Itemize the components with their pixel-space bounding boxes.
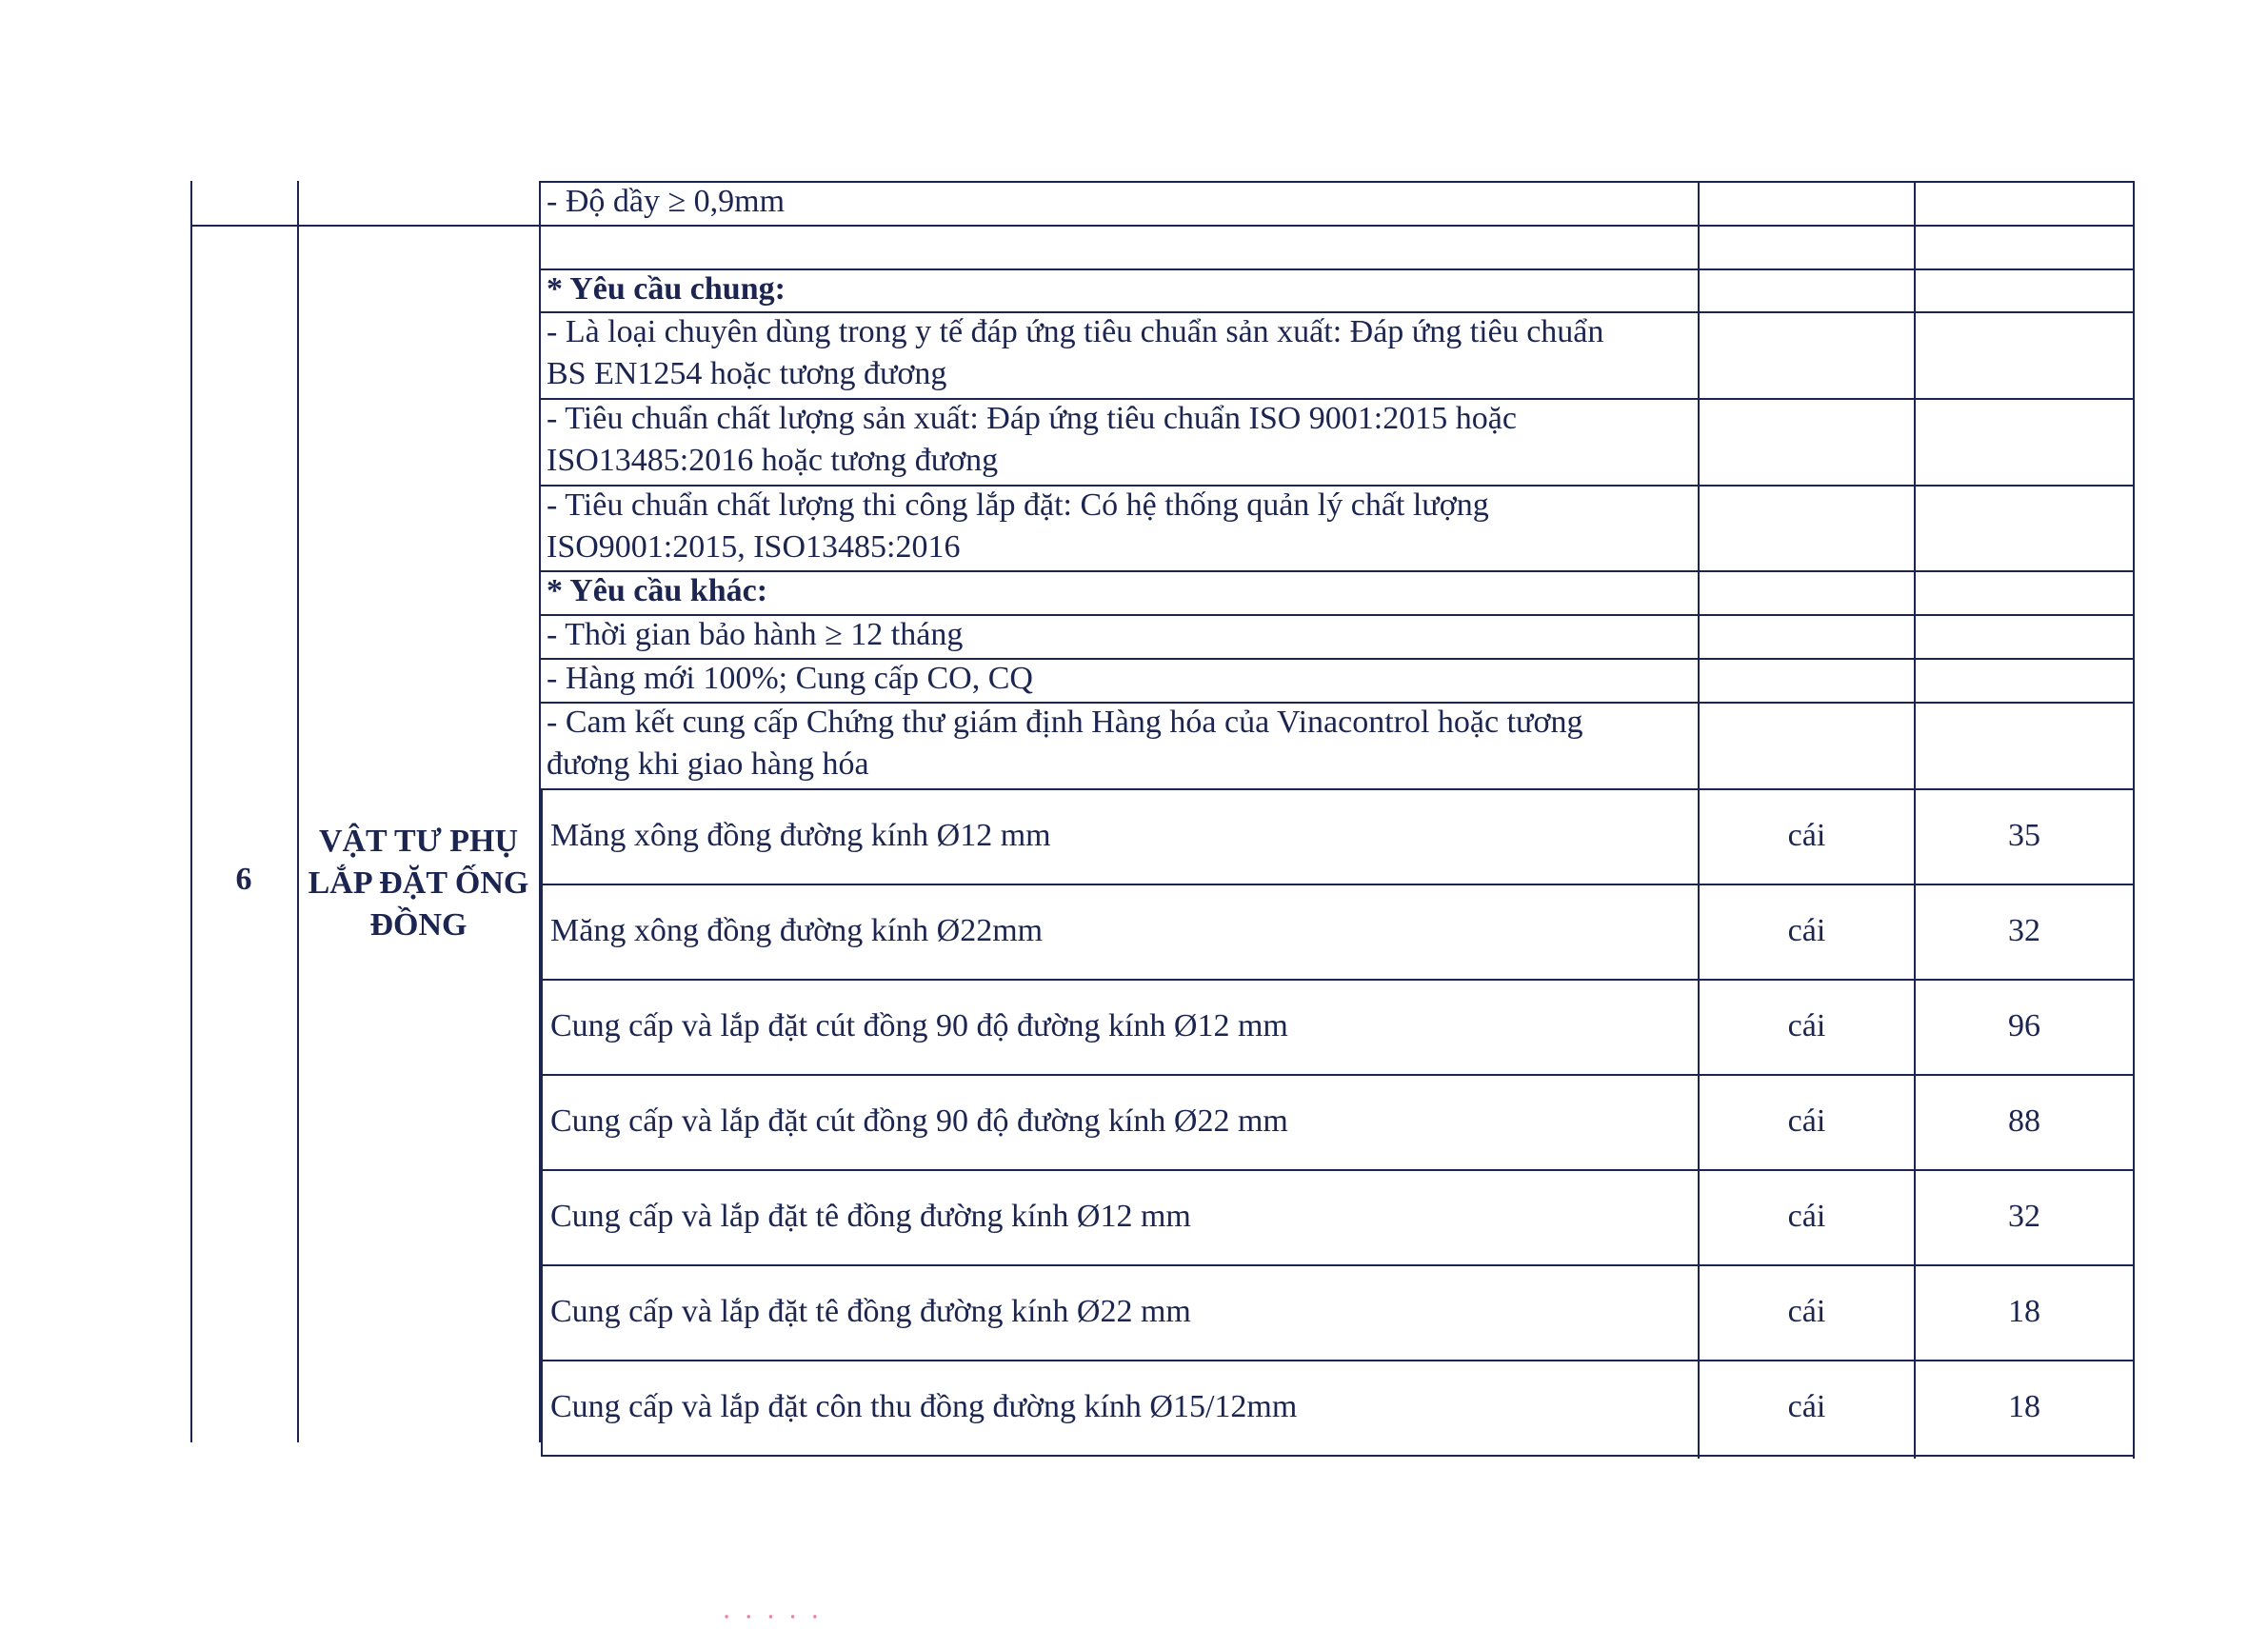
spec-empty-cell xyxy=(1914,398,2135,487)
spec-empty-cell xyxy=(1914,570,2135,616)
item-quantity: 18 xyxy=(2008,1389,2040,1424)
item-description: Cung cấp và lắp đặt côn thu đồng đường kính Ø15/12mm xyxy=(550,1389,1298,1424)
spec-text: - Là loại chuyên dùng trong y tế đáp ứng tiêu chuẩn sản xuất: Đáp ứng tiêu chuẩn xyxy=(547,314,1604,349)
spec-empty-cell xyxy=(1914,658,2135,704)
spec-empty-cell xyxy=(1914,181,2135,227)
spec-empty-cell xyxy=(1914,311,2135,400)
spec-empty-cell xyxy=(1698,181,1916,227)
spec-text: - Độ dầy ≥ 0,9mm xyxy=(547,184,786,219)
spec-empty-cell xyxy=(1698,311,1916,400)
item-unit: cái xyxy=(1787,1103,1826,1139)
spec-text: * Yêu cầu khác: xyxy=(547,573,768,608)
col-stt-left-rule xyxy=(190,181,192,1442)
item-description: Cung cấp và lắp đặt tê đồng đường kính Ø12 mm xyxy=(550,1199,1191,1234)
spec-text: - Thời gian bảo hành ≥ 12 tháng xyxy=(547,617,964,652)
spec-empty-cell xyxy=(1698,225,1916,270)
item-description: Cung cấp và lắp đặt cút đồng 90 độ đường kính Ø22 mm xyxy=(550,1103,1288,1139)
spec-empty-cell xyxy=(1914,268,2135,313)
item-description: Cung cấp và lắp đặt cút đồng 90 độ đường kính Ø12 mm xyxy=(550,1008,1288,1043)
spec-text: - Hàng mới 100%; Cung cấp CO, CQ xyxy=(547,661,1033,696)
item-quantity: 35 xyxy=(2008,818,2040,853)
item-unit: cái xyxy=(1787,1294,1826,1329)
group-name: VẬT TƯ PHỤ LẮP ĐẶT ỐNG ĐỒNG xyxy=(308,824,529,943)
spec-empty-cell xyxy=(1698,485,1916,572)
item-quantity: 88 xyxy=(2008,1103,2040,1139)
spec-text-line2: ISO13485:2016 hoặc tương đương xyxy=(547,443,999,478)
spec-empty-cell xyxy=(1914,702,2135,790)
spec-text-line2: ISO9001:2015, ISO13485:2016 xyxy=(547,529,961,565)
item-unit: cái xyxy=(1787,1389,1826,1424)
spec-empty-cell xyxy=(1914,485,2135,572)
spec-empty-cell xyxy=(1698,268,1916,313)
spec-text-line2: đương khi giao hàng hóa xyxy=(547,746,869,782)
item-quantity: 32 xyxy=(2008,1199,2040,1234)
spec-text: - Tiêu chuẩn chất lượng sản xuất: Đáp ứng tiêu chuẩn ISO 9001:2015 hoặc xyxy=(547,401,1517,436)
item-description: Cung cấp và lắp đặt tê đồng đường kính Ø22 mm xyxy=(550,1294,1191,1329)
spec-empty-cell xyxy=(1698,614,1916,660)
spec-empty-cell xyxy=(1698,702,1916,790)
spec-empty-cell xyxy=(1698,570,1916,616)
col-stt-right-rule xyxy=(297,181,299,1442)
item-unit: cái xyxy=(1787,1199,1826,1234)
group-top-rule xyxy=(190,225,541,227)
item-quantity: 18 xyxy=(2008,1294,2040,1329)
spec-row xyxy=(539,225,1700,270)
spec-text: - Cam kết cung cấp Chứng thư giám định Hàng hóa của Vinacontrol hoặc tương xyxy=(547,705,1583,740)
item-unit: cái xyxy=(1787,913,1826,948)
item-description: Măng xông đồng đường kính Ø22mm xyxy=(550,913,1044,948)
spec-text: - Tiêu chuẩn chất lượng thi công lắp đặt: Có hệ thống quản lý chất lượng xyxy=(547,487,1489,523)
item-description: Măng xông đồng đường kính Ø12 mm xyxy=(550,818,1051,853)
item-quantity: 96 xyxy=(2008,1008,2040,1043)
item-unit: cái xyxy=(1787,818,1826,853)
spec-empty-cell xyxy=(1914,225,2135,270)
spec-empty-cell xyxy=(1698,398,1916,487)
spec-text-line2: BS EN1254 hoặc tương đương xyxy=(547,356,947,391)
spec-empty-cell xyxy=(1698,658,1916,704)
item-quantity: 32 xyxy=(2008,913,2040,948)
group-stt: 6 xyxy=(235,862,252,897)
spec-text: * Yêu cầu chung: xyxy=(547,271,786,307)
red-stamp-trace: ꞏ ꞏ ꞏ ꞏ ꞏ xyxy=(724,1607,824,1628)
item-unit: cái xyxy=(1787,1008,1826,1043)
spec-empty-cell xyxy=(1914,614,2135,660)
